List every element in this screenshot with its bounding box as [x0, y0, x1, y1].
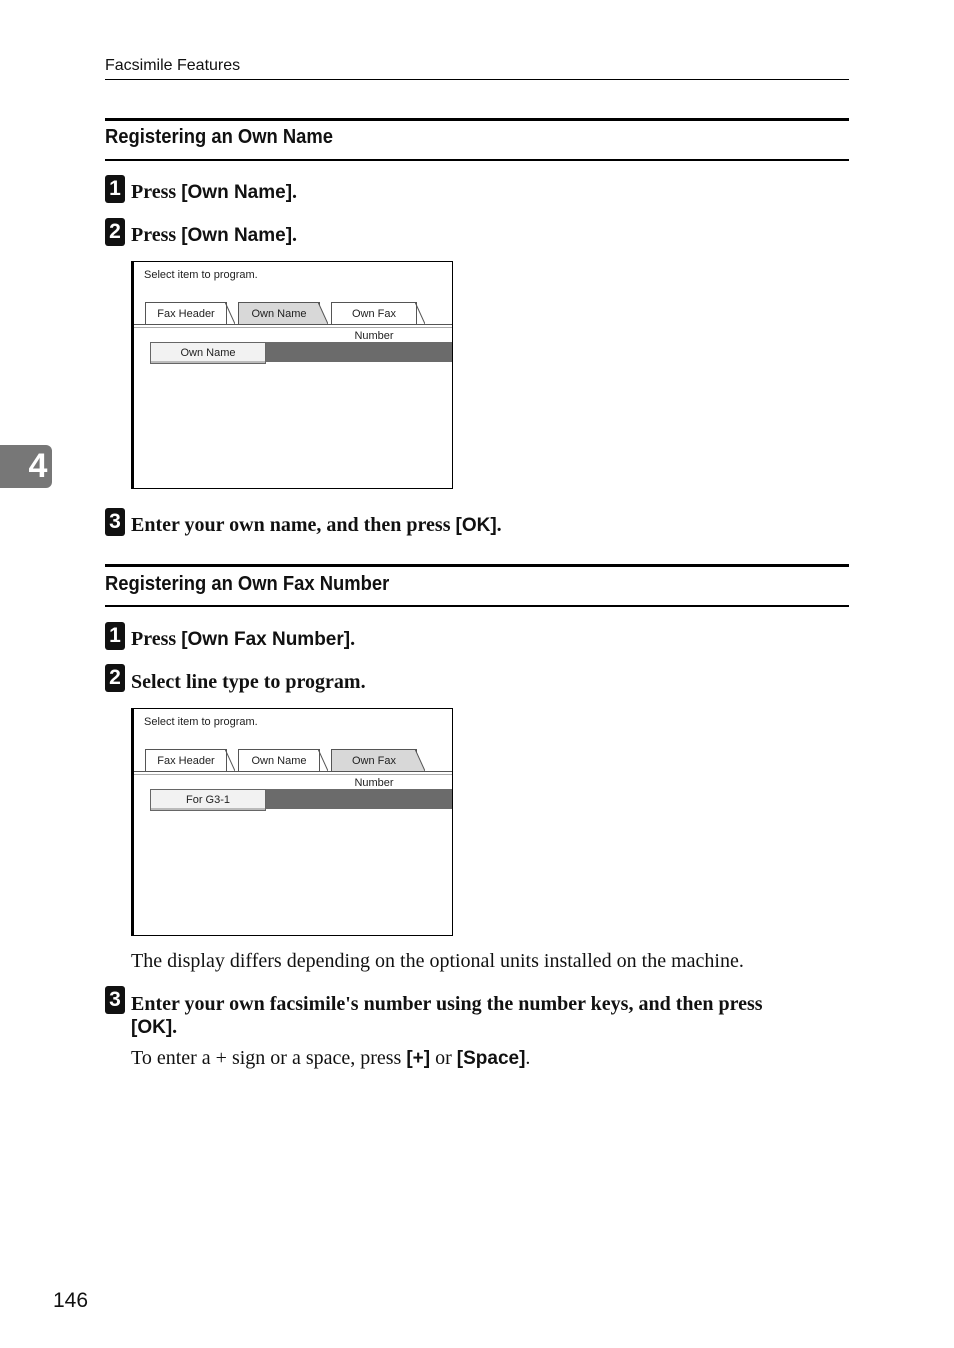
tab-edge — [415, 749, 425, 771]
key-plus: [+] — [406, 1048, 431, 1069]
step-text-end: . — [496, 514, 502, 536]
step-number: 3 — [105, 508, 125, 536]
step-text-main: Press — [131, 224, 182, 246]
step-text-end: . — [292, 224, 298, 246]
step-text-end: . — [172, 1016, 178, 1038]
key-ok: [OK] — [131, 1017, 173, 1038]
chapter-tab: 4 — [0, 445, 52, 488]
step-text-end: . — [292, 181, 298, 203]
header-rule — [105, 79, 849, 80]
page-number: 146 — [53, 1289, 89, 1312]
tab-fax-header[interactable]: Fax Header — [145, 749, 227, 772]
section-rule-top — [105, 564, 849, 567]
step-text — [131, 181, 297, 204]
step-number: 1 — [105, 622, 125, 650]
screen-own-name — [131, 261, 453, 489]
own-name-value-bar — [266, 342, 452, 362]
section-rule-bottom — [105, 605, 849, 607]
step-text: Select line type to program. — [131, 671, 366, 693]
step-text-main: Enter your own name, and then press — [131, 514, 456, 536]
key-own-fax-number: [Own Fax Number] — [181, 629, 351, 650]
running-head: Facsimile Features — [105, 57, 241, 74]
section-rule-bottom — [105, 159, 849, 161]
screen-prompt: Select item to program. — [144, 716, 258, 728]
step-text-main: Press — [131, 628, 182, 650]
own-name-button[interactable]: Own Name — [150, 342, 266, 364]
hint-text — [131, 1047, 530, 1070]
tab-edge — [225, 749, 235, 771]
tab-edge — [318, 302, 328, 324]
step-text-end: . — [350, 628, 356, 650]
step-text-main: Press — [131, 181, 182, 203]
tab-edge — [415, 302, 425, 324]
section-rule-top — [105, 118, 849, 121]
note-text: The display differs depending on the optional units installed on the machine. — [131, 950, 744, 972]
screen-own-fax-number — [131, 708, 453, 936]
tab-own-fax-number[interactable]: Own Fax Number — [331, 749, 417, 772]
step-number: 1 — [105, 175, 125, 203]
step-text — [131, 628, 355, 651]
hint-end: . — [525, 1047, 531, 1069]
step-text — [131, 993, 849, 1039]
screen-prompt: Select item to program. — [144, 269, 258, 281]
step-number: 3 — [105, 986, 125, 1014]
for-g3-1-button[interactable]: For G3-1 — [150, 789, 266, 811]
section-title-own-name: Registering an Own Name — [105, 126, 334, 148]
step-text-main: Enter your own facsimile's number using the number keys, and then press — [131, 993, 763, 1015]
tab-divider — [134, 324, 452, 325]
section-title-own-fax-number: Registering an Own Fax Number — [105, 573, 390, 595]
tab-edge — [225, 302, 235, 324]
key-space: [Space] — [456, 1048, 526, 1069]
hint-mid: or — [430, 1047, 457, 1069]
hint-pre: To enter a + sign or a space, press — [131, 1047, 407, 1069]
step-text — [131, 514, 502, 537]
tab-fax-header[interactable]: Fax Header — [145, 302, 227, 325]
tab-edge — [318, 749, 328, 771]
tab-own-name[interactable]: Own Name — [238, 749, 320, 772]
key-own-name: [Own Name] — [181, 182, 293, 203]
key-ok: [OK] — [455, 515, 497, 536]
tab-own-fax-number[interactable]: Own Fax Number — [331, 302, 417, 325]
key-own-name: [Own Name] — [181, 225, 293, 246]
step-number: 2 — [105, 218, 125, 246]
tab-divider — [134, 771, 452, 772]
for-g3-1-value-bar — [266, 789, 452, 809]
tab-own-name[interactable]: Own Name — [238, 302, 320, 325]
step-number: 2 — [105, 664, 125, 692]
tab-divider — [134, 327, 452, 328]
step-text — [131, 224, 297, 247]
tab-divider — [134, 774, 452, 775]
